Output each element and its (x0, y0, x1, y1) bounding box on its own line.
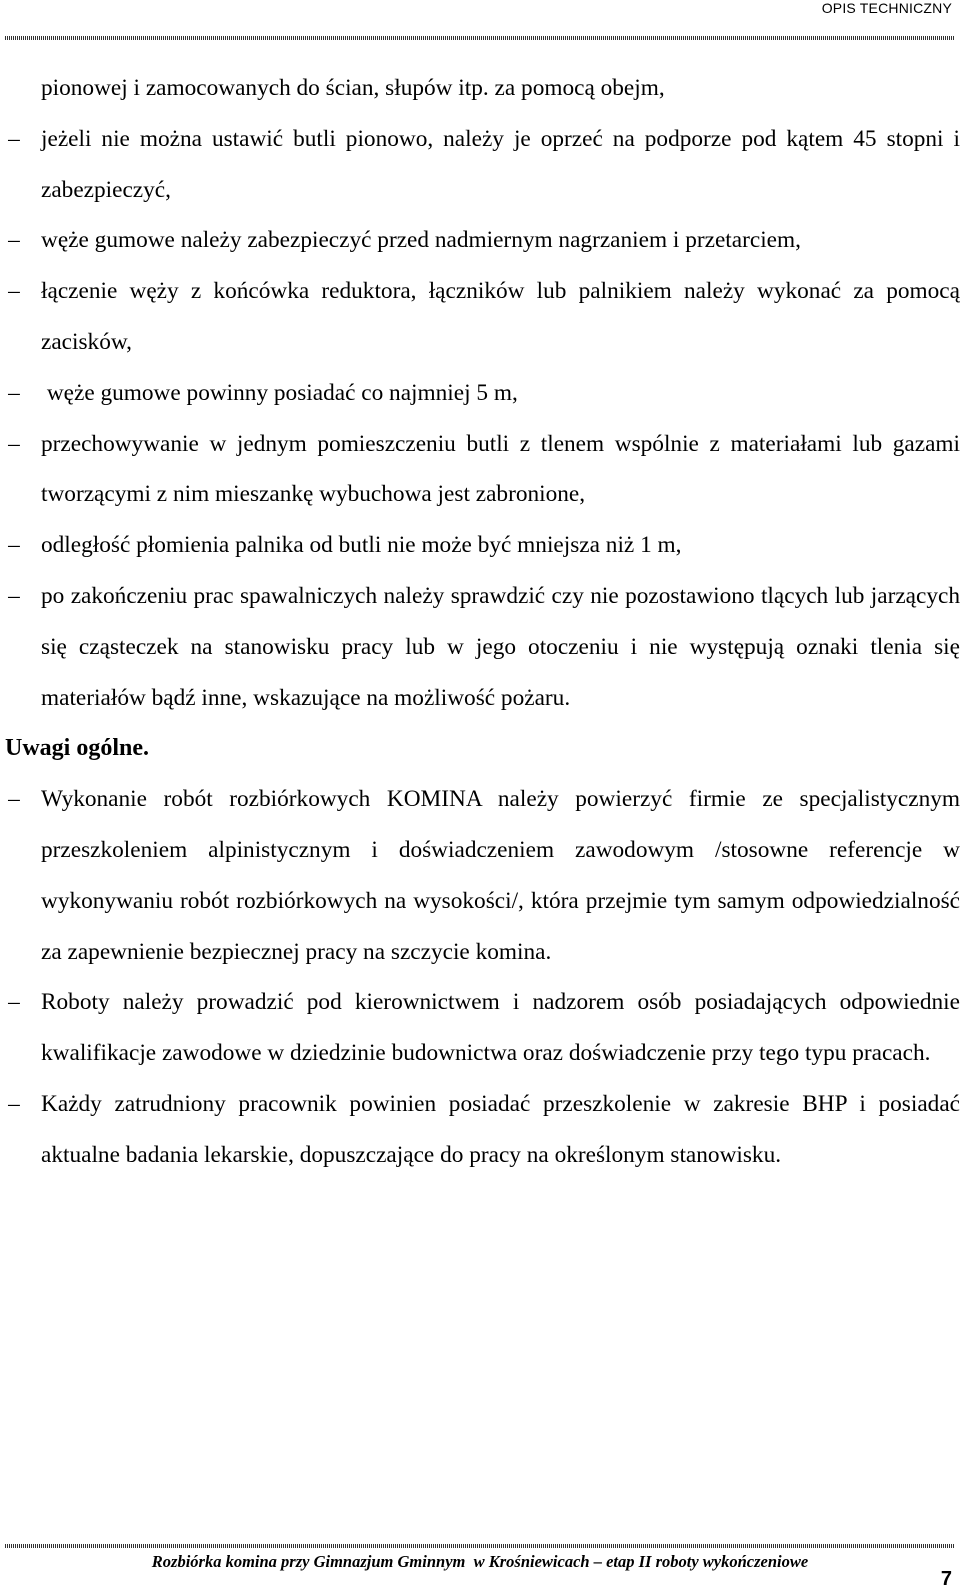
list-item-text: po zakończeniu prac spawalniczych należy sprawdzić czy nie pozostawiono tlących lub jarzących się cząsteczek na stanowisku pracy lub w jego otoczeniu i nie występują oznaki tlenia się materiałów bądź inne, wskazujące na możliwość pożaru. (41, 582, 960, 711)
dash-bullet: – (8, 989, 20, 1016)
footer-text: Rozbiórka komina przy Gimnazjum Gminnym w Krośniewicach – etap II roboty wykończeniowe (151, 1552, 809, 1571)
list-item-text: Każdy zatrudniony pracownik powinien posiadać przeszkolenie w zakresie BHP i posiadać aktualne badania lekarskie, dopuszczające do pracy na określonym stanowisku. (41, 1090, 960, 1168)
list-item (0, 368, 960, 419)
document-body (0, 63, 960, 1181)
list-item (0, 215, 960, 266)
document-header-label: OPIS TECHNICZNY (821, 0, 952, 16)
list-item-text: Roboty należy prowadzić pod kierownictwem i nadzorem osób posiadających odpowiednie kwalifikacje zawodowe w dziedzinie budownictwa oraz doświadczenie przy tego typu pracach. (41, 989, 960, 1067)
list-item-text: łączenie węży z końcówka reduktora, łączników lub palnikiem należy wykonać za pomocą zacisków, (41, 278, 960, 355)
list-item (0, 774, 960, 977)
list-item (0, 1079, 960, 1181)
dash-bullet: – (8, 1090, 20, 1117)
list-item-text: węże gumowe powinny posiadać co najmniej 5 m, (41, 379, 518, 406)
list-item (0, 266, 960, 368)
dash-bullet: – (8, 786, 20, 813)
dash-bullet: – (8, 532, 20, 559)
dash-bullet: – (8, 125, 20, 152)
list-item-text: węże gumowe należy zabezpieczyć przed nadmiernym nagrzaniem i przetarciem, (41, 227, 801, 254)
list-item (0, 114, 960, 216)
continuation-text: pionowej i zamocowanych do ścian, słupów itp. za pomocą obejm, (41, 75, 665, 101)
list-item-text: Wykonanie robót rozbiórkowych KOMINA należy powierzyć firmie ze specjalistycznym przeszkoleniem alpinistycznym i doświadczeniem zawodowym /stosowne referencje w wykonywaniu robót rozbiórkowych na wysokości/, która przejmie tym samym odpowiedzialność za zapewnienie bezpiecznej pracy na szczycie komina. (41, 786, 960, 965)
list-item-text: odległość płomienia palnika od butli nie może być mniejsza niż 1 m, (41, 532, 682, 559)
dash-bullet: – (8, 227, 20, 254)
dash-bullet: – (8, 582, 20, 609)
dash-bullet: – (8, 379, 20, 406)
list-item (0, 977, 960, 1079)
page-number: 7 (940, 1568, 952, 1590)
list-item-text: przechowywanie w jednym pomieszczeniu butli z tlenem wspólnie z materiałami lub gazami tworzącymi z nim mieszankę wybuchowa jest zabronione, (41, 430, 960, 508)
list-item (0, 571, 960, 723)
list-item-text: jeżeli nie można ustawić butli pionowo, należy je oprzeć na podporze pod kątem 45 stopni i zabezpieczyć, (41, 125, 960, 203)
footer-rule (5, 1544, 955, 1548)
dash-bullet: – (8, 278, 20, 305)
section-heading: Uwagi ogólne. (5, 735, 149, 762)
list-item (0, 520, 960, 571)
dash-bullet: – (8, 430, 20, 457)
header-rule (5, 36, 955, 40)
list-item (0, 419, 960, 521)
